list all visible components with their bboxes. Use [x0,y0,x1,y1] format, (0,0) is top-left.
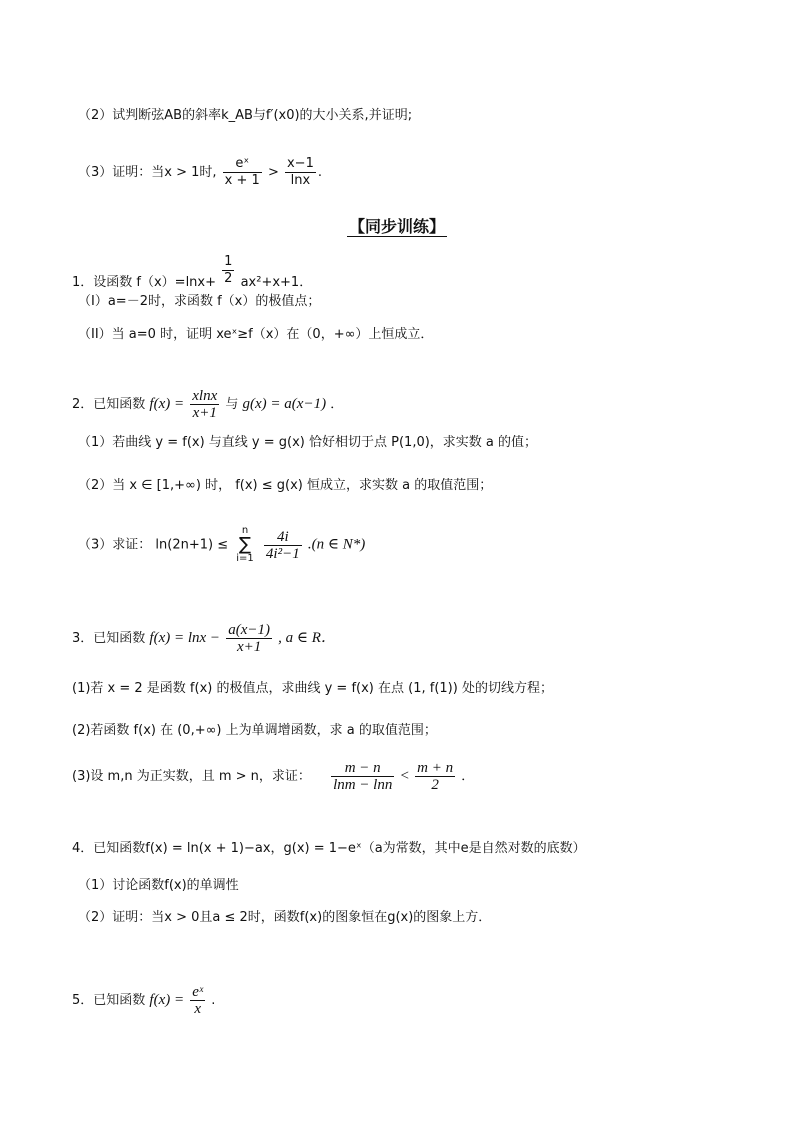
fraction: $\frac{m + n}{2}$ [417,760,454,793]
problem-3-part-1: (1)若 x = 2 是函数 f(x) 的极值点，求曲线 y = f(x) 在点 (1, f(1)) 处的切线方程； [72,681,553,696]
problem-3-part-2: (2)若函数 f(x) 在 (0,+∞) 上为单调增函数，求 a 的取值范围； [72,723,437,738]
problem-4-part-1: （1）讨论函数f(x)的单调性 [78,878,239,893]
problem-3: 3．已知函数 f(x) = lnx − $\frac{a(x-1)}{x+1}$ , a ∈ R． [72,622,336,655]
prev-part-2: （2）试判断弦AB的斜率k_AB与f′(x0)的大小关系,并证明; [78,108,413,123]
problem-2-part-1: （1）若曲线 y = f(x) 与直线 y = g(x) 恰好相切于点 P(1,0)，求实数 a 的值； [78,435,538,450]
fraction: $\frac{x-1}{\ln x}$ [286,156,314,188]
problem-3-part-3: (3)设 m,n 为正实数，且 m > n，求证： $\frac{m - n}{\ln m - \ln n}$ < $\frac{m + n}{2}$ ． [72,760,475,793]
problem-4: 4．已知函数f(x) = ln(x + 1)−ax，g(x) = 1−eˣ（a为常数，其中e是自然对数的底数） [72,841,586,856]
problem-5: 5．已知函数 f(x) = $\frac{\text{eˣ}}{x}$ . [72,984,216,1017]
fraction: $\frac{a(x-1)}{x+1}$ [228,622,270,655]
fraction: $\frac{\text{eˣ}}{x + 1}$ [224,156,260,188]
fraction: $\frac{m - n}{\ln m - \ln n}$ [333,760,393,793]
problem-2: 2．已知函数 f(x) = $\frac{xlnx}{x+1}$ 与 g(x) = a(x−1) ． [72,388,344,421]
problem-1: 1．设函数 f（x）=lnx+ $\frac{1}{2}$ ax²+x+1． [72,254,313,290]
prev-part-3: （3）证明：当x > 1时, $\frac{\text{eˣ}}{x + 1}$ > $\frac{x-1}{\ln x}$ . [78,156,322,188]
problem-1-part-1: （I）a=－2时，求函数 f（x）的极值点； [78,294,321,309]
summation: n ∑ i=1 [236,525,254,564]
section-title: 【同步训练】 [348,217,445,236]
fraction: $\frac{\text{eˣ}}{x}$ [192,984,204,1017]
fraction: $\frac{xlnx}{x+1}$ [192,388,218,421]
fraction: $\frac{1}{2}$ [224,254,233,286]
problem-1-part-2: （II）当 a=0 时，证明 xeˣ≥f（x）在（0，+∞）上恒成立． [78,327,434,342]
problem-4-part-2: （2）证明：当x > 0且a ≤ 2时，函数f(x)的图象恒在g(x)的图象上方． [78,910,492,925]
problem-2-part-3: （3）求证： ln(2n+1) ≤ n ∑ i=1 $\frac{4i}{\text{4i²−1}}$ .(n ∈ N*) [78,525,366,564]
problem-2-part-2: （2）当 x ∈ [1,+∞) 时， f(x) ≤ g(x) 恒成立，求实数 a 的取值范围； [78,478,493,493]
fraction: $\frac{4i}{\text{4i²−1}}$ [265,528,300,562]
